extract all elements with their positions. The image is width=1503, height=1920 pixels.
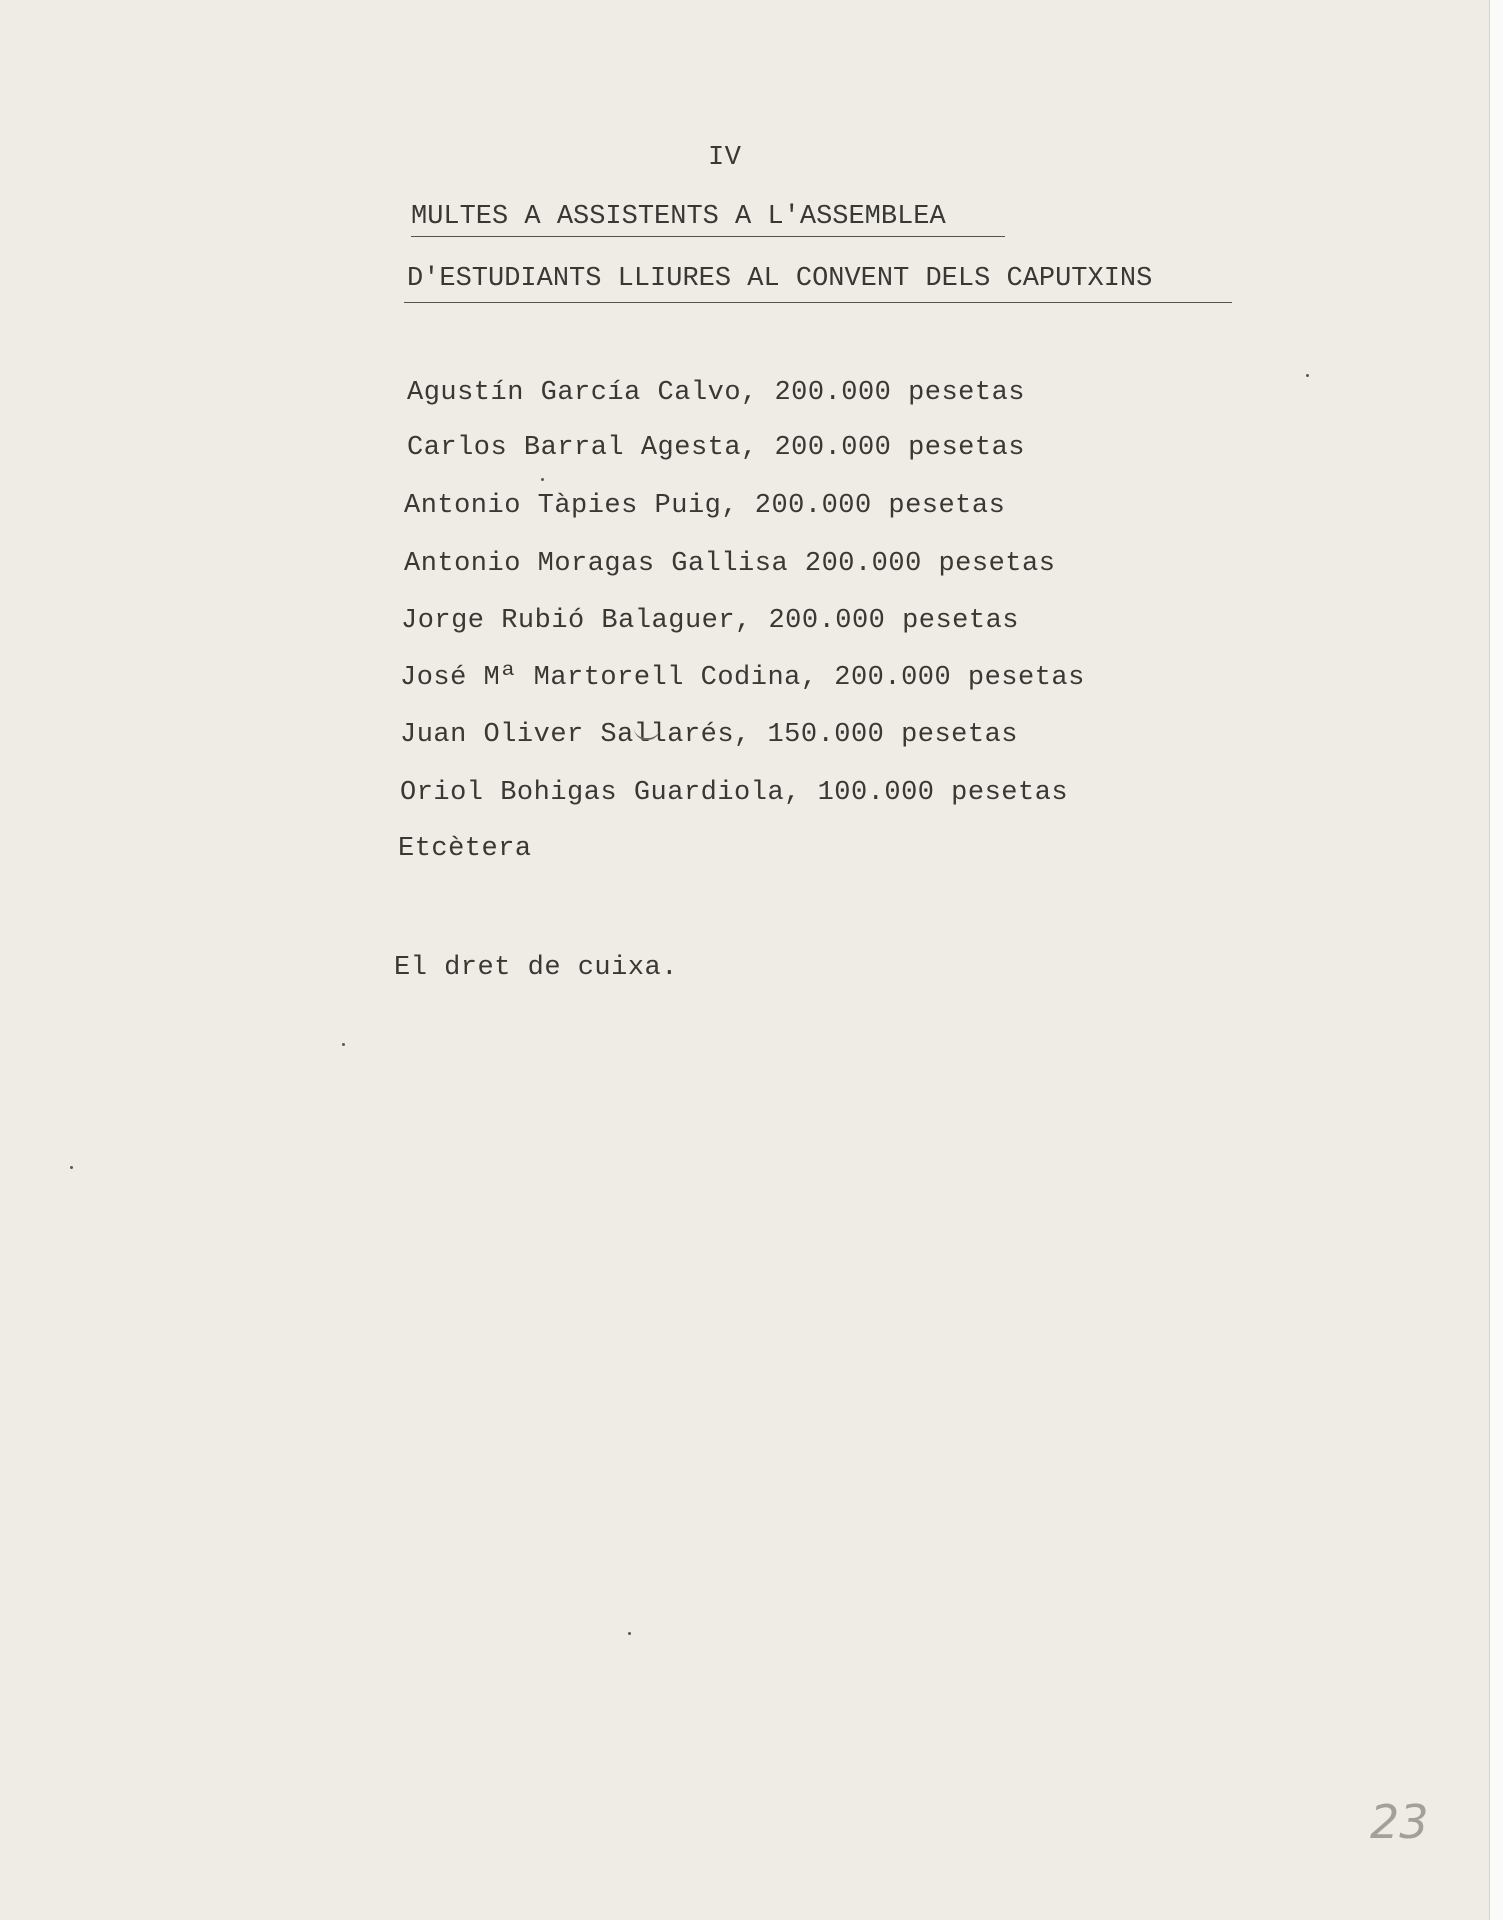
fine-entry: Oriol Bohigas Guardiola, 100.000 pesetas <box>400 778 1069 808</box>
page-edge <box>1490 0 1503 1920</box>
ink-speck <box>1306 374 1309 377</box>
fine-entry: José Mª Martorell Codina, 200.000 pesetas <box>400 663 1085 693</box>
fine-entry: Antonio Tàpies Puig, 200.000 pesetas <box>404 491 1006 521</box>
ink-speck <box>628 1632 631 1635</box>
fine-entry: Etcètera <box>398 834 532 864</box>
fine-entry: Carlos Barral Agesta, 200.000 pesetas <box>407 433 1025 463</box>
fine-entry: Jorge Rubió Balaguer, 200.000 pesetas <box>401 606 1019 636</box>
ink-speck <box>541 478 544 481</box>
title-underline-2 <box>404 302 1232 303</box>
fine-entry: Antonio Moragas Gallisa 200.000 pesetas <box>404 549 1056 579</box>
fine-entry: Agustín García Calvo, 200.000 pesetas <box>407 378 1025 408</box>
closing-line: El dret de cuixa. <box>394 953 678 983</box>
title-line-2: D'ESTUDIANTS LLIURES AL CONVENT DELS CAPUTXINS <box>407 264 1153 294</box>
title-line-1: MULTES A ASSISTENTS A L'ASSEMBLEA <box>411 202 946 232</box>
fine-entry: Juan Oliver Sallarés, 150.000 pesetas <box>400 720 1018 750</box>
ink-speck <box>342 1043 345 1046</box>
ink-speck <box>70 1166 73 1169</box>
page-number: 23 <box>1370 1795 1429 1849</box>
section-number: IV <box>708 143 742 173</box>
title-underline-1 <box>411 236 1005 237</box>
